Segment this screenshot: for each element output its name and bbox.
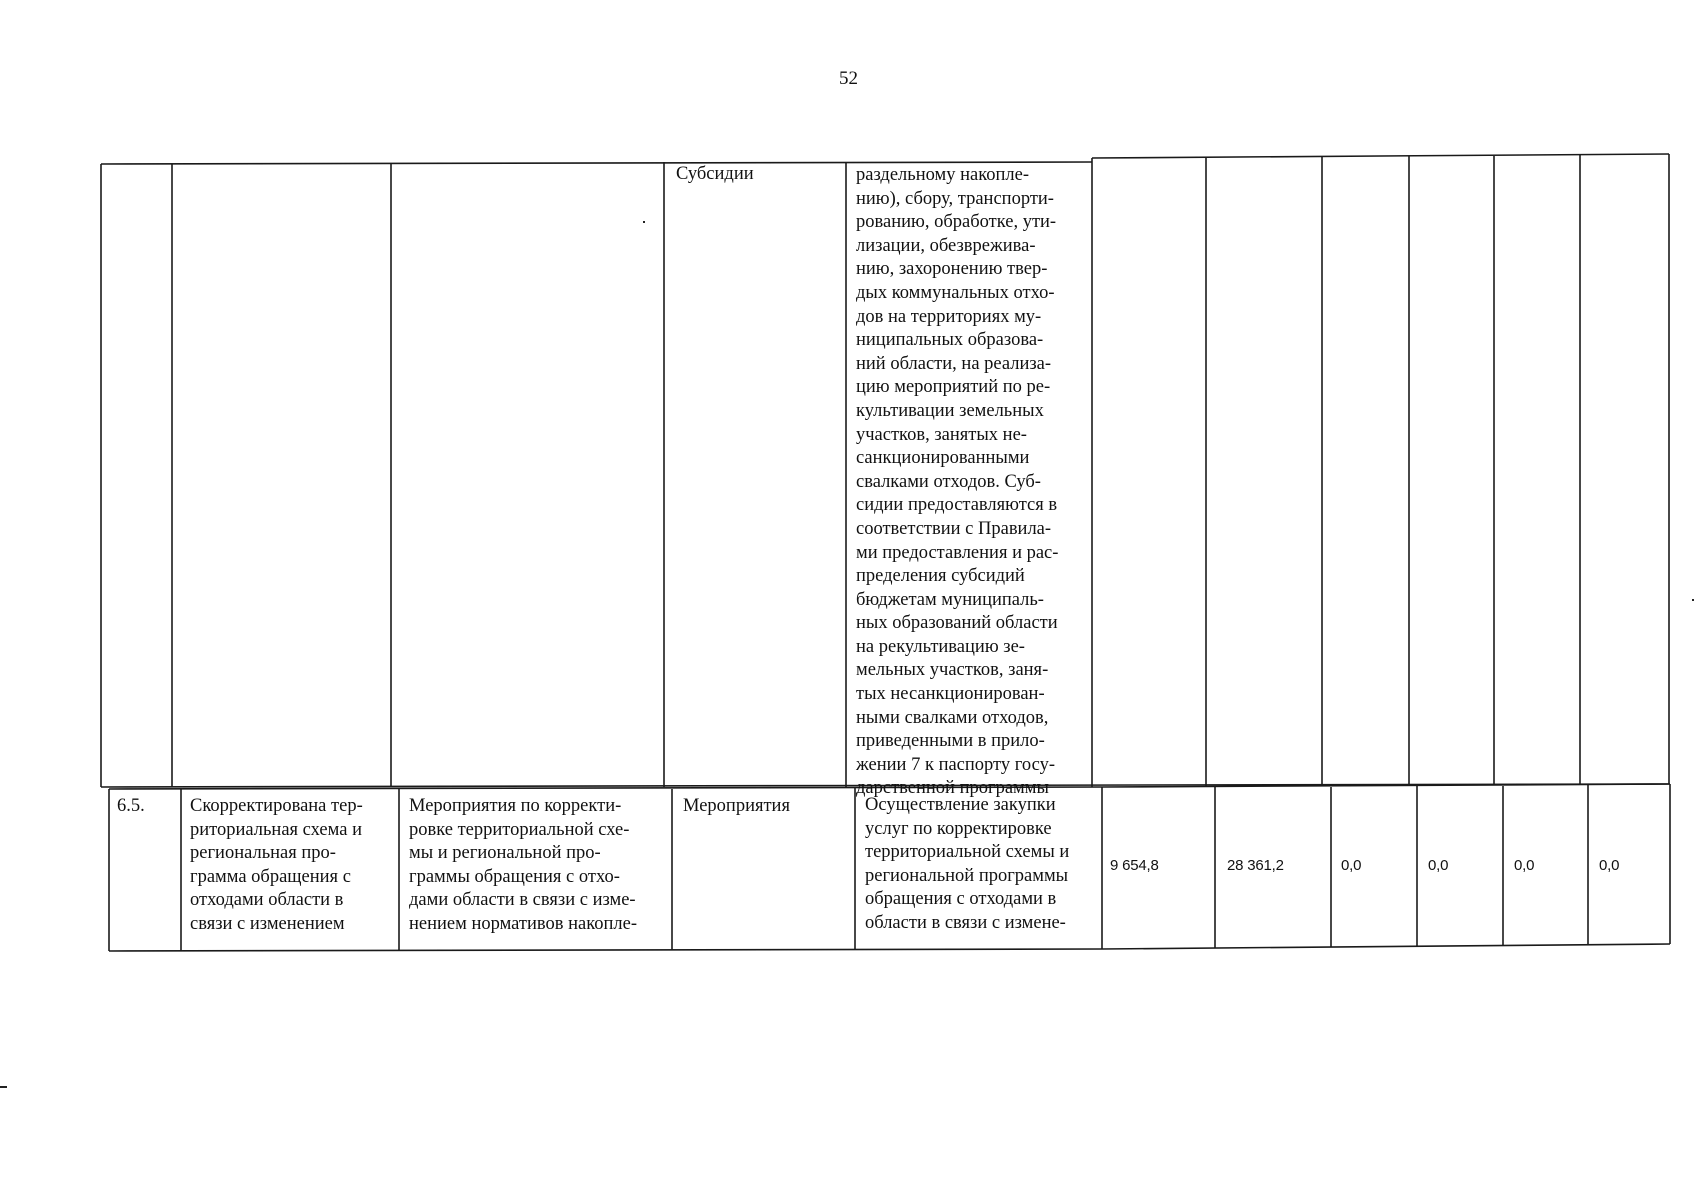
row-number-cell: 6.5. (117, 796, 145, 816)
value-cell-4: 0,0 (1428, 857, 1449, 874)
scan-dot (1692, 599, 1694, 601)
row-result-cell: Скорректирована тер- риториальная схема и региональная про- грамма обращения с отходами области в связи с изменением (190, 796, 363, 934)
value-cell-5: 0,0 (1514, 857, 1535, 874)
continued-description-cell: раздельному накопле- нию), сбору, транспорти- рованию, обработке, ути- лизации, обезврежива- нию, захоронению твер- дых коммунальных отхо- дов на территориях му- ниципальных образова- ний области, на реализа- цию мероприятий по ре- культивации земельных участков, занятых не- санкционированными свалками отходов. Суб- сидии предоставляются в соответствии с Правила- ми предоставления и рас- пределения субсидий бюджетам муниципаль- ных образований области на рекультивацию зе- мельных участков, заня- тых несанкционирован- ными свалками отходов, приведенными в прило- жении 7 к паспорту госу- дарственной программы (856, 165, 1059, 799)
value-cell-1: 9 654,8 (1110, 857, 1159, 874)
row-type-cell: Мероприятия (683, 796, 790, 816)
value-cell-6: 0,0 (1599, 857, 1620, 874)
row-measures-cell: Мероприятия по корректи- ровке территориальной схе- мы и региональной про- граммы обращения с отхо- дами области в связи с изме- нением нормативов накопле- (409, 796, 638, 934)
value-cell-2: 28 361,2 (1227, 857, 1284, 874)
continued-source-cell: Субсидии (676, 164, 754, 184)
page-number: 52 (839, 68, 858, 89)
scan-dot (643, 221, 645, 223)
scan-mark (0, 1086, 7, 1088)
value-cell-3: 0,0 (1341, 857, 1362, 874)
row-description-cell: Осуществление закупки услуг по корректировке территориальной схемы и региональной программы обращения с отходами в области в связи с измене- (865, 795, 1070, 933)
